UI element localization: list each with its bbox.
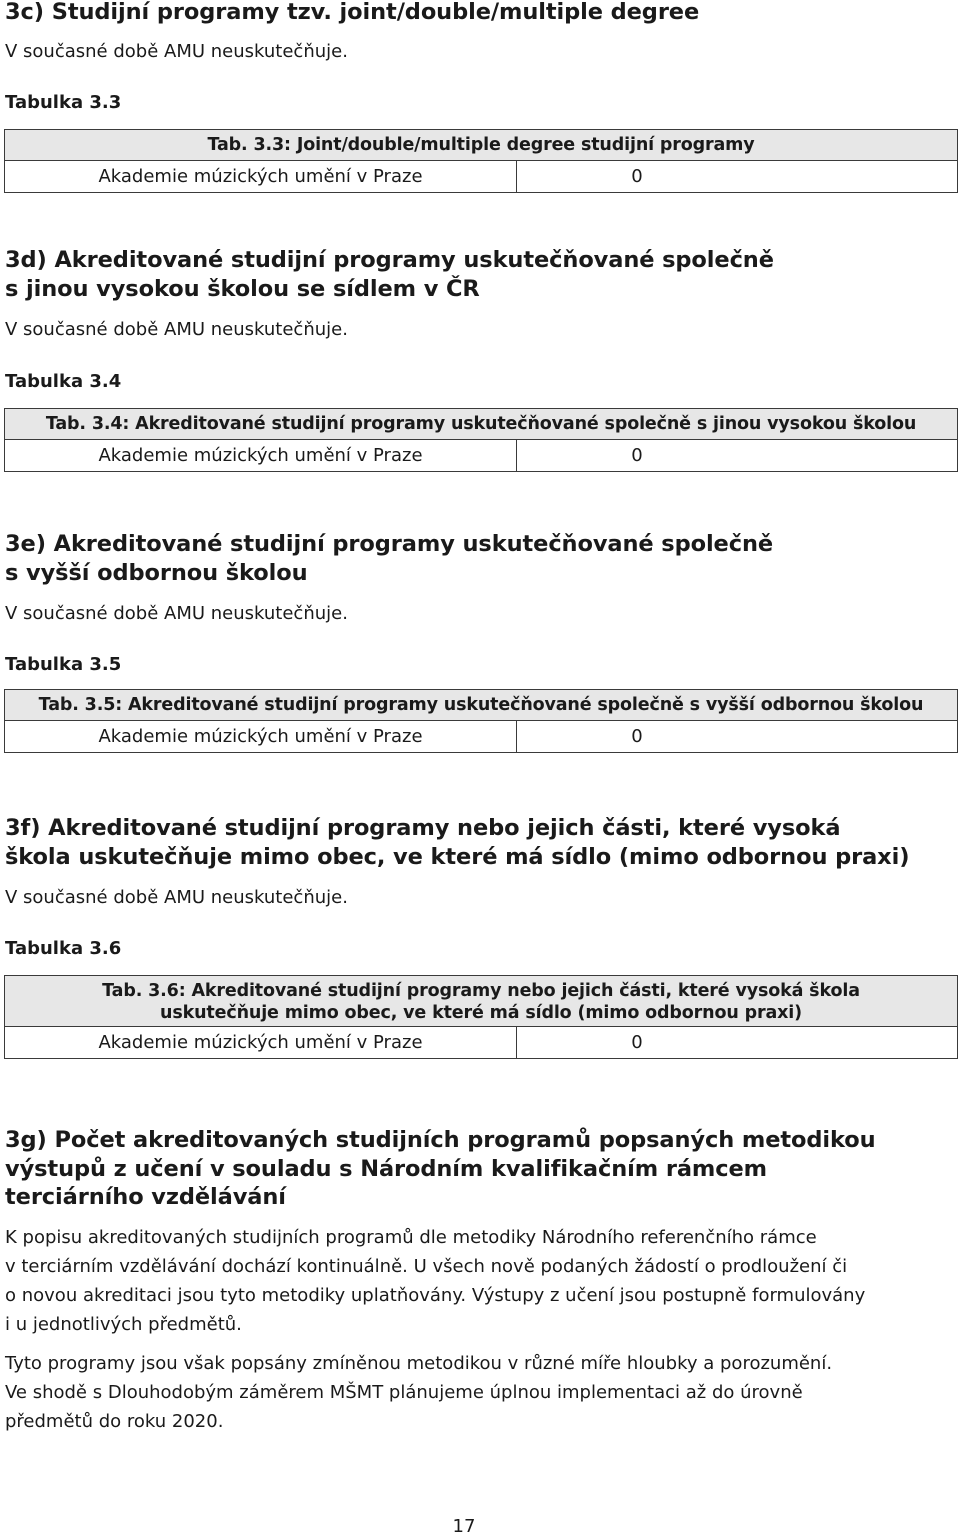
table-caption: Tab. 3.5: Akreditované studijní programy uskutečňované společně s vyšší odbornou školou (5, 690, 957, 721)
page-number: 17 (452, 1516, 476, 1537)
note-3e: V současné době AMU neuskutečňuje. (5, 603, 348, 624)
table-cell-value: 0 (631, 166, 643, 187)
note-3d: V současné době AMU neuskutečňuje. (5, 319, 348, 340)
table-cell-name: Akademie múzických umění v Praze (5, 440, 517, 471)
table-caption (5, 976, 957, 1027)
note-3f: V současné době AMU neuskutečňuje. (5, 887, 348, 908)
note-3c: V současné době AMU neuskutečňuje. (5, 41, 348, 62)
heading-3g (5, 1126, 876, 1212)
heading-line: s jinou vysokou školou se sídlem v ČR (5, 275, 480, 302)
paragraph-line: o novou akreditaci jsou tyto metodiky uplatňovány. Výstupy z učení jsou postupně formulovány (5, 1285, 866, 1306)
paragraph-1 (5, 1223, 957, 1339)
table-3-6 (4, 975, 958, 1059)
table-3-4 (4, 408, 958, 472)
paragraph-line: předmětů do roku 2020. (5, 1411, 224, 1432)
table-cell-name: Akademie múzických umění v Praze (5, 1027, 517, 1058)
heading-line: 3e) Akreditované studijní programy uskutečňované společně (5, 531, 774, 557)
table-caption-line: Tab. 3.6: Akreditované studijní programy nebo jejich části, které vysoká škola (102, 981, 860, 1001)
table-label-3-6: Tabulka 3.6 (5, 938, 122, 959)
table-cell-value: 0 (631, 445, 643, 466)
table-row (5, 721, 957, 752)
table-3-3 (4, 129, 958, 193)
table-row (5, 161, 957, 192)
paragraph-line: v terciárním vzdělávání dochází kontinuálně. U všech nově podaných žádostí o prodloužení či (5, 1256, 848, 1277)
heading-line: 3f) Akreditované studijní programy nebo jejich části, které vysoká (5, 815, 841, 841)
table-caption: Tab. 3.3: Joint/double/multiple degree studijní programy (5, 130, 957, 161)
heading-3f (5, 814, 909, 871)
heading-line: 3d) Akreditované studijní programy uskutečňované společně (5, 247, 774, 273)
heading-3c: 3c) Studijní programy tzv. joint/double/multiple degree (5, 0, 700, 25)
heading-line: 3g) Počet akreditovaných studijních programů popsaných metodikou (5, 1127, 876, 1153)
table-row (5, 1027, 957, 1058)
heading-line: výstupů z učení v souladu s Národním kvalifikačním rámcem (5, 1155, 767, 1182)
paragraph-line: Tyto programy jsou však popsány zmíněnou metodikou v různé míře hloubky a porozumění. (5, 1353, 833, 1374)
table-label-3-5: Tabulka 3.5 (5, 654, 122, 675)
heading-3e (5, 530, 773, 587)
table-cell-value: 0 (631, 1032, 643, 1053)
paragraph-2 (5, 1349, 957, 1436)
heading-line: terciárního vzdělávání (5, 1184, 286, 1210)
table-label-3-4: Tabulka 3.4 (5, 371, 122, 392)
heading-line: s vyšší odbornou školou (5, 559, 308, 586)
table-3-5 (4, 689, 958, 753)
table-cell-value: 0 (631, 726, 643, 747)
paragraph-line: K popisu akreditovaných studijních programů dle metodiky Národního referenčního rámce (5, 1227, 817, 1248)
table-cell-name: Akademie múzických umění v Praze (5, 721, 517, 752)
paragraph-line: Ve shodě s Dlouhodobým záměrem MŠMT plánujeme úplnou implementaci až do úrovně (5, 1382, 803, 1403)
table-label-3-3: Tabulka 3.3 (5, 92, 122, 113)
heading-3d (5, 246, 774, 303)
table-cell-name: Akademie múzických umění v Praze (5, 161, 517, 192)
paragraph-line: i u jednotlivých předmětů. (5, 1314, 242, 1335)
table-row (5, 440, 957, 471)
table-caption: Tab. 3.4: Akreditované studijní programy uskutečňované společně s jinou vysokou školou (5, 409, 957, 440)
heading-line: škola uskutečňuje mimo obec, ve které má sídlo (mimo odbornou praxi) (5, 843, 910, 870)
table-caption-line: uskutečňuje mimo obec, ve které má sídlo (mimo odbornou praxi) (160, 1003, 802, 1023)
